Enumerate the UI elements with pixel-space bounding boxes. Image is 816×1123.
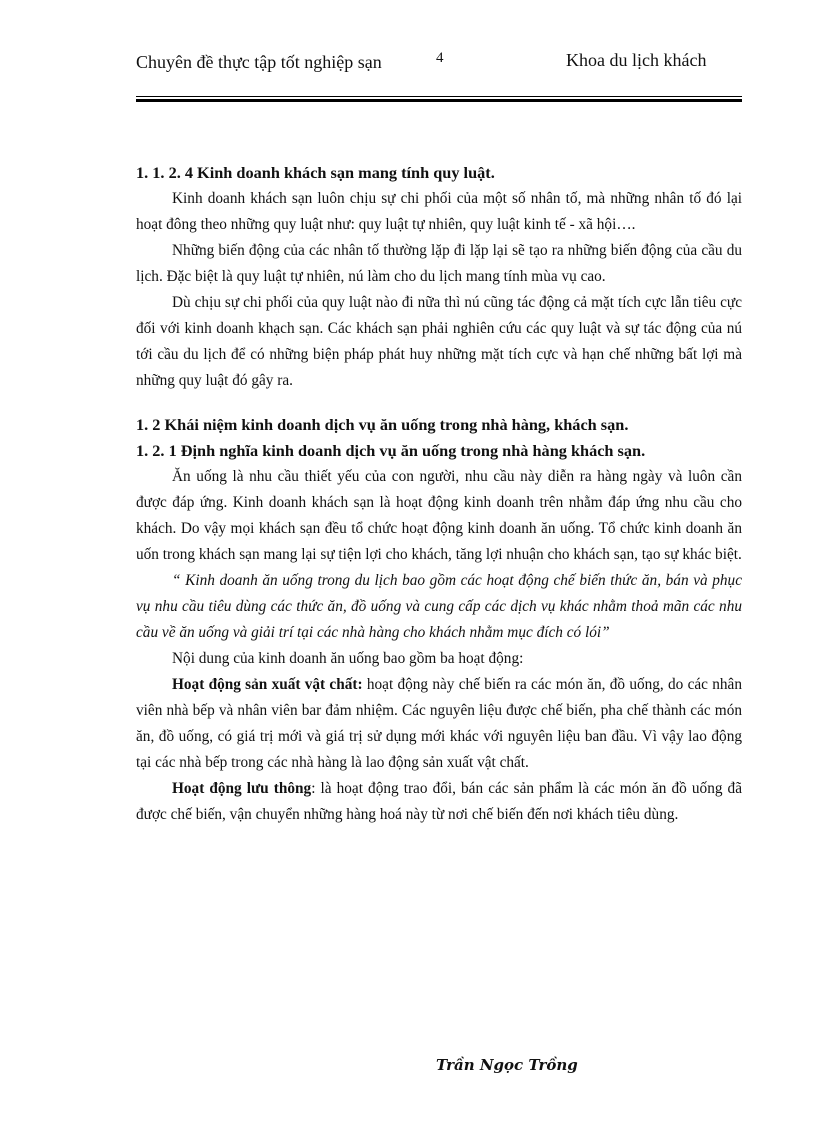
paragraph: Nội dung của kinh doanh ăn uống bao gồm ba hoạt động:: [172, 650, 524, 667]
paragraph: Ăn uống là nhu cầu thiết yếu của con người, nhu cầu này diễn ra hàng ngày và luôn cần được đáp ứng. Kinh doanh khách sạn là hoạt động kinh doanh trên nhằm đáp ứng nhu cầu cho khách. Do vậy mọi khách sạn đều tổ chức hoạt động kinh doanh ăn uống. Tổ chức kinh doanh ăn uốn trong khách sạn mang lại sự tiện lợi cho khách, tăng lợi nhuận cho khách sạn, tạo sự khác biệt.: [136, 468, 742, 563]
section-heading-1-2-1: 1. 2. 1 Định nghĩa kinh doanh dịch vụ ăn uống trong nhà hàng khách sạn.: [136, 441, 646, 460]
paragraph-activity-production: [136, 672, 742, 776]
document-body: [136, 160, 742, 828]
definition-quote: “ Kinh doanh ăn uống trong du lịch bao gồm các hoạt động chế biến thức ăn, bán và phục vụ nhu cầu tiêu dùng các thức ăn, đồ uống và cung cấp các dịch vụ khác nhằm thoả mãn các nhu cầu về ăn uống và giải trí tại các nhà hàng cho khách nhằm mục đích có lói”: [136, 572, 742, 641]
paragraph: Kinh doanh khách sạn luôn chịu sự chi phối của một số nhân tố, mà những nhân tố đó lại hoạt đông theo những quy luật như: quy luật tự nhiên, quy luật kinh tế - xã hội….: [136, 190, 742, 233]
activity-label: Hoạt động lưu thông: [172, 780, 312, 797]
header-divider-thin: [136, 96, 742, 97]
activity-text: : là hoạt động trao đổi, bán các sản phẩm là các món ăn đồ uống đã được chế biến, vận chuyển những hàng hoá này từ nơi chế biến đến nơi khách tiêu dùng.: [136, 780, 743, 823]
header-title: Chuyên đề thực tập tốt nghiệp sạn: [136, 52, 382, 72]
section-heading-1-2: 1. 2 Khái niệm kinh doanh dịch vụ ăn uống trong nhà hàng, khách sạn.: [136, 415, 629, 434]
paragraph: Những biến động của các nhân tố thường lặp đi lặp lại sẽ tạo ra những biến động của cầu du lịch. Đặc biệt là quy luật tự nhiên, nú làm cho du lịch mang tính mùa vụ cao.: [136, 242, 742, 285]
header-faculty: Khoa du lịch khách: [566, 50, 707, 70]
author-signature: Trần Ngọc Trồng: [436, 1056, 578, 1074]
paragraph-activity-circulation: [136, 776, 742, 828]
paragraph: Dù chịu sự chi phối của quy luật nào đi nữa thì nú cũng tác động cả mặt tích cực lẫn tiêu cực đối với kinh doanh khạch sạn. Các khách sạn phải nghiên cứu các quy luật và sự tác động của nú tới cầu du lịch để có những biện pháp phát huy những mặt tích cực và hạn chế những bất lợi mà những quy luật đó gây ra.: [136, 294, 742, 389]
header-divider-thick: [136, 99, 742, 102]
activity-text: hoạt động này chế biến ra các món ăn, đồ uống, do các nhân viên nhà bếp và nhân viên bar đảm nhiệm. Các nguyên liệu được chế biến, pha chế thành các món ăn, đồ uống, có giá trị mới và giá trị sử dụng mới khác với nguyên liệu ban đầu. Vì vậy lao động tại các nhà bếp trong các nhà hàng là lao động sản xuất vật chất.: [136, 676, 742, 771]
page-number: 4: [436, 50, 444, 66]
section-heading-1-1-2-4: 1. 1. 2. 4 Kinh doanh khách sạn mang tính quy luật.: [136, 163, 495, 182]
activity-label: Hoạt động sản xuất vật chất:: [172, 676, 363, 693]
